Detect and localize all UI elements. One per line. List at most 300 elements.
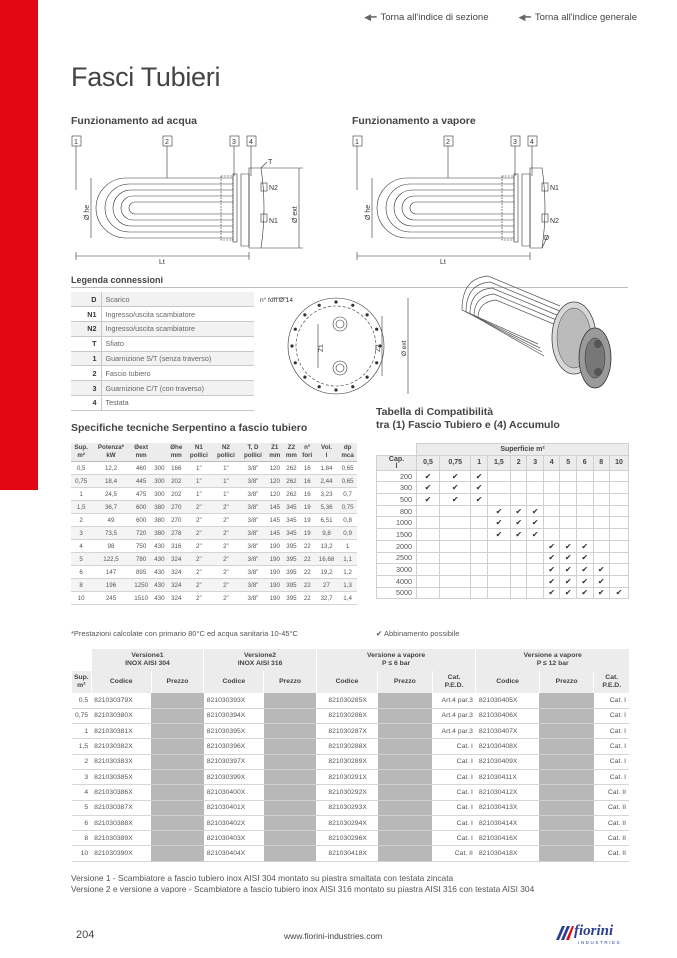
specs-cell: 190	[266, 579, 283, 592]
price-row	[72, 693, 630, 708]
check-icon: ✔	[510, 529, 527, 541]
specs-cell: 324	[167, 553, 185, 566]
price-cat: Cat. I	[594, 708, 629, 723]
specs-cell: 270	[167, 501, 185, 514]
specs-cell: 2"	[212, 540, 239, 553]
price-sup: 5	[72, 800, 92, 815]
compat-empty-cell	[593, 482, 610, 494]
specs-header	[266, 443, 283, 462]
legend-value: Guarnizione S/T (senza traverso)	[101, 351, 254, 366]
specs-cell: 2"	[185, 527, 212, 540]
compat-empty-cell	[543, 529, 560, 541]
specs-header-label: n°	[304, 444, 311, 451]
compat-cap: 800	[377, 505, 417, 517]
check-icon: ✔	[593, 587, 610, 599]
label-1: 1	[74, 139, 78, 146]
water-diagram	[71, 128, 331, 268]
specs-cell: 19	[300, 501, 315, 514]
specs-cell: 278	[167, 527, 185, 540]
compat-empty-cell	[610, 505, 629, 517]
specs-cell: 2"	[185, 514, 212, 527]
price-row	[72, 815, 630, 830]
price-group-header	[476, 649, 629, 671]
compat-empty-cell	[593, 505, 610, 517]
specs-cell: 3/8"	[239, 514, 266, 527]
specs-row	[71, 462, 357, 475]
check-icon: ✔	[593, 575, 610, 587]
price-code: 821030408X	[476, 739, 539, 754]
water-diagram-title: Funzionamento ad acqua	[71, 115, 198, 127]
specs-cell: 395	[283, 540, 300, 553]
bolt-hole	[334, 300, 337, 303]
specs-cell: 262	[283, 488, 300, 501]
specs-cell: 16	[300, 488, 315, 501]
price-cell	[539, 800, 594, 815]
price-sup: 4	[72, 785, 92, 800]
check-icon: ✔	[593, 564, 610, 576]
specs-cell: 430	[152, 579, 168, 592]
specs-header-label: dp	[343, 444, 352, 451]
compat-col-header: 3	[527, 455, 544, 470]
compat-empty-cell	[487, 482, 510, 494]
check-icon: ✔	[487, 529, 510, 541]
check-icon: ✔	[510, 517, 527, 529]
compat-empty-cell	[510, 470, 527, 482]
price-row	[72, 708, 630, 723]
price-group-title: Versione a vapore	[367, 651, 426, 659]
codice-header: Codice	[476, 671, 539, 693]
specs-cell: 395	[283, 579, 300, 592]
label-ohe: Ø he	[365, 204, 372, 220]
label-Lt: Lt	[440, 259, 446, 266]
section-index-link[interactable]: ◀━ Torna all'indice di sezione	[364, 12, 489, 23]
compat-empty-cell	[560, 494, 577, 506]
bolt-hole	[290, 344, 293, 347]
specs-cell: 2,44	[315, 475, 338, 488]
price-code: 821030388X	[91, 815, 151, 830]
price-group-header	[204, 649, 317, 671]
price-cell	[264, 769, 316, 784]
specs-cell: 3/8"	[239, 475, 266, 488]
specs-cell: 145	[266, 514, 283, 527]
price-cat: Cat. I	[594, 769, 629, 784]
price-cell	[539, 846, 594, 861]
price-cell	[539, 693, 594, 708]
price-cat: Art.4 par.3	[432, 693, 476, 708]
compat-empty-cell	[440, 564, 471, 576]
compat-empty-cell	[576, 470, 593, 482]
website-link[interactable]: www.fiorini-industries.com	[284, 931, 383, 941]
specs-cell: 22	[300, 566, 315, 579]
compat-empty-cell	[440, 587, 471, 599]
specs-cell: 262	[283, 462, 300, 475]
price-cat: Cat. II	[594, 846, 629, 861]
price-cell	[264, 693, 316, 708]
specs-header	[91, 443, 131, 462]
price-sup: 0,75	[72, 708, 92, 723]
specs-cell: 1250	[131, 579, 152, 592]
specs-cell: 445	[131, 475, 152, 488]
compat-superficie: Superficie m²	[417, 444, 629, 456]
legend-key: 2	[71, 366, 101, 381]
specs-row	[71, 475, 357, 488]
specs-cell: 6,51	[315, 514, 338, 527]
specs-cell: 600	[131, 514, 152, 527]
compat-title-line1: Tabella di Compatibilità	[376, 406, 494, 418]
cat-sub: P.E.D.	[444, 682, 464, 689]
price-cell	[264, 815, 316, 830]
compat-empty-cell	[560, 517, 577, 529]
price-row	[72, 769, 630, 784]
specs-cell: 22	[300, 592, 315, 605]
label-oext: Ø ext	[401, 340, 408, 356]
legend-key: 3	[71, 381, 101, 396]
compat-empty-cell	[417, 587, 440, 599]
legend-value: Guarnizione C/T (con traverso)	[101, 381, 254, 396]
specs-cell: 245	[91, 592, 131, 605]
compat-col-header: 0,5	[417, 455, 440, 470]
price-code: 821030291X	[316, 769, 377, 784]
price-cat: Cat. I	[594, 739, 629, 754]
specs-header	[283, 443, 300, 462]
legend-key: D	[71, 292, 101, 307]
legend-key: 4	[71, 396, 101, 411]
specs-cell: 122,5	[91, 553, 131, 566]
check-icon: ✔	[576, 575, 593, 587]
specs-header-unit: m²	[77, 452, 85, 459]
price-row	[72, 846, 630, 861]
price-cat: Cat. I	[432, 800, 476, 815]
logo-subtitle: INDUSTRIES	[578, 940, 622, 945]
price-cell	[151, 846, 203, 861]
legend-value: Fascio tubiero	[101, 366, 254, 381]
specs-cell: 2"	[212, 514, 239, 527]
compat-cap: 500	[377, 494, 417, 506]
specs-cell: 1,84	[315, 462, 338, 475]
specs-header	[239, 443, 266, 462]
price-code: 821030294X	[316, 815, 377, 830]
label-D: D	[544, 235, 550, 242]
compat-row	[377, 482, 629, 494]
price-cell	[378, 739, 433, 754]
bolt-hole	[303, 313, 306, 316]
specs-header-unit: mca	[341, 452, 354, 459]
bolt-hole	[294, 361, 297, 364]
price-code: 821030390X	[91, 846, 151, 861]
specs-cell: 0,65	[338, 462, 357, 475]
price-corner	[72, 649, 92, 671]
logo-wordmark: fiorini	[574, 923, 614, 939]
specs-cell: 2	[71, 514, 91, 527]
compat-empty-cell	[487, 564, 510, 576]
compat-empty-cell	[543, 505, 560, 517]
price-code: 821030296X	[316, 831, 377, 846]
price-cat: Cat. I	[594, 693, 629, 708]
compat-empty-cell	[610, 552, 629, 564]
codice-header: Codice	[91, 671, 151, 693]
legend-value: Testata	[101, 396, 254, 411]
page-title: Fasci Tubieri	[71, 62, 221, 92]
price-code: 821030289X	[316, 754, 377, 769]
check-icon: ✔	[543, 587, 560, 599]
specs-cell: 1"	[185, 475, 212, 488]
price-cat: Cat. I	[594, 754, 629, 769]
version-note-1: Versione 1 - Scambiatore a fascio tubiero inox AISI 304 montato su piastra smaltata con testata zincata	[71, 873, 454, 883]
price-cell	[264, 831, 316, 846]
price-code: 821030389X	[91, 831, 151, 846]
compat-title-line2: tra (1) Fascio Tubiero e (4) Accumulo	[376, 419, 560, 431]
compat-empty-cell	[440, 505, 471, 517]
price-code: 821030401X	[204, 800, 264, 815]
compat-empty-cell	[487, 470, 510, 482]
specs-cell: 1"	[185, 488, 212, 501]
compat-empty-cell	[576, 482, 593, 494]
price-sup: 10	[72, 846, 92, 861]
compat-row	[377, 552, 629, 564]
specs-header-unit: mm	[285, 452, 297, 459]
specs-cell: 196	[91, 579, 131, 592]
general-index-link[interactable]: ◀━ Torna all'indice generale	[518, 12, 637, 23]
price-cell	[151, 769, 203, 784]
compat-corner	[377, 444, 417, 456]
cat-label: Cat.	[447, 673, 461, 681]
price-cell	[151, 724, 203, 739]
compat-table	[376, 443, 629, 599]
price-code: 821030407X	[476, 724, 539, 739]
price-cat: Cat. I	[432, 769, 476, 784]
price-cell	[151, 693, 203, 708]
price-code: 821030404X	[204, 846, 264, 861]
price-code: 821030413X	[476, 800, 539, 815]
compat-col-header: 5	[560, 455, 577, 470]
specs-cell: 2"	[185, 579, 212, 592]
price-sup: 1	[72, 724, 92, 739]
bolt-hole	[366, 313, 369, 316]
compat-empty-cell	[471, 505, 488, 517]
compat-note: ✔ Abbinamento possibile	[376, 629, 460, 638]
price-group-header	[316, 649, 476, 671]
specs-header	[300, 443, 315, 462]
specs-cell: 1"	[212, 475, 239, 488]
compat-empty-cell	[487, 587, 510, 599]
bolt-hole	[318, 304, 321, 307]
compat-row	[377, 529, 629, 541]
specs-header	[131, 443, 152, 462]
specs-row	[71, 579, 357, 592]
price-code: 821030382X	[91, 739, 151, 754]
price-cat: Art.4 par.3	[432, 724, 476, 739]
label-2: 2	[446, 139, 450, 146]
check-icon: ✔	[576, 540, 593, 552]
specs-cell: 19,2	[315, 566, 338, 579]
specs-header-label: Z2	[287, 444, 296, 451]
price-group-title: Versione2	[243, 651, 277, 659]
specs-cell: 32,7	[315, 592, 338, 605]
specs-cell: 6	[71, 566, 91, 579]
compat-empty-cell	[510, 552, 527, 564]
check-icon: ✔	[543, 564, 560, 576]
price-code: 821030385X	[91, 769, 151, 784]
check-icon: ✔	[417, 482, 440, 494]
price-row	[72, 831, 630, 846]
price-row	[72, 739, 630, 754]
compat-cap: 3000	[377, 564, 417, 576]
legend-key: 1	[71, 351, 101, 366]
label-nfori: n° fori Ø 14	[260, 297, 293, 304]
price-code: 821030400X	[204, 785, 264, 800]
check-icon: ✔	[560, 552, 577, 564]
specs-cell: 2"	[185, 553, 212, 566]
price-code: 821030402X	[204, 815, 264, 830]
compat-empty-cell	[593, 517, 610, 529]
compat-empty-cell	[471, 587, 488, 599]
specs-header	[167, 443, 185, 462]
compat-empty-cell	[543, 482, 560, 494]
compat-empty-cell	[527, 552, 544, 564]
price-cell	[539, 769, 594, 784]
price-group-subtitle: INOX AISI 316	[237, 660, 283, 667]
compat-empty-cell	[440, 552, 471, 564]
compat-col-header: 8	[593, 455, 610, 470]
price-code: 821030286X	[316, 708, 377, 723]
legend-value: Ingresso/uscita scambiatore	[101, 307, 254, 322]
specs-cell: 0,75	[338, 501, 357, 514]
specs-cell: 2"	[185, 540, 212, 553]
specs-title: Specifiche tecniche Serpentino a fascio tubiero	[71, 422, 308, 434]
compat-cap: 1500	[377, 529, 417, 541]
specs-cell: 3/8"	[239, 579, 266, 592]
prezzo-header: Prezzo	[378, 671, 433, 693]
price-cat: Cat. I	[594, 724, 629, 739]
check-icon: ✔	[576, 564, 593, 576]
legend-row	[71, 381, 254, 396]
specs-header-unit: l	[325, 452, 328, 459]
specs-cell: 300	[152, 488, 168, 501]
legend-row	[71, 366, 254, 381]
compat-empty-cell	[543, 470, 560, 482]
specs-cell: 4	[71, 540, 91, 553]
price-cell	[539, 708, 594, 723]
specs-cell: 8	[71, 579, 91, 592]
compat-empty-cell	[527, 494, 544, 506]
compat-empty-cell	[610, 529, 629, 541]
compat-empty-cell	[593, 552, 610, 564]
specs-cell: 24,5	[91, 488, 131, 501]
specs-cell: 120	[266, 488, 283, 501]
label-4: 4	[530, 139, 534, 146]
version-notes	[71, 873, 534, 895]
specs-row	[71, 566, 357, 579]
price-cat: Cat. II	[594, 831, 629, 846]
price-cell	[539, 739, 594, 754]
check-icon: ✔	[510, 505, 527, 517]
prezzo-header: Prezzo	[151, 671, 203, 693]
specs-header-unit: fori	[302, 452, 313, 459]
specs-cell: 10	[71, 592, 91, 605]
price-group-header	[91, 649, 204, 671]
prezzo-header: Prezzo	[264, 671, 316, 693]
top-navigation	[364, 12, 637, 23]
specs-cell: 0,9	[338, 527, 357, 540]
specs-cell: 395	[283, 592, 300, 605]
compat-col-header: 4	[543, 455, 560, 470]
specs-cell: 395	[283, 553, 300, 566]
price-cat: Cat. I	[432, 785, 476, 800]
price-sup: 0,5	[72, 693, 92, 708]
specs-cell: 2"	[185, 566, 212, 579]
specs-cell: 300	[152, 462, 168, 475]
price-row	[72, 800, 630, 815]
specs-cell: 1,2	[338, 566, 357, 579]
price-cell	[264, 739, 316, 754]
price-code: 821030418X	[476, 846, 539, 861]
price-code: 821030287X	[316, 724, 377, 739]
price-cell	[151, 708, 203, 723]
specs-cell: 395	[283, 566, 300, 579]
label-N1: N1	[550, 185, 559, 192]
specs-header-unit: mm	[135, 452, 147, 459]
price-table	[71, 649, 629, 862]
specs-cell: 190	[266, 592, 283, 605]
compat-empty-cell	[471, 517, 488, 529]
specs-cell: 2"	[185, 592, 212, 605]
price-cell	[264, 800, 316, 815]
compat-row	[377, 470, 629, 482]
compat-empty-cell	[576, 517, 593, 529]
price-code: 821030411X	[476, 769, 539, 784]
specs-cell: 2"	[212, 527, 239, 540]
price-cell	[264, 754, 316, 769]
specs-cell: 22	[300, 540, 315, 553]
specs-cell: 49	[91, 514, 131, 527]
specs-cell: 16	[300, 475, 315, 488]
price-group-title: Versione a vapore	[523, 651, 582, 659]
price-group-row	[72, 649, 630, 671]
price-code: 821030397X	[204, 754, 264, 769]
specs-header-unit: mm	[170, 452, 182, 459]
specs-row	[71, 501, 357, 514]
specs-cell: 3/8"	[239, 527, 266, 540]
specs-cell: 145	[266, 527, 283, 540]
legend-value: Scarico	[101, 292, 254, 307]
specs-header	[315, 443, 338, 462]
compat-cap-label: Cap.	[388, 455, 405, 463]
compat-empty-cell	[527, 564, 544, 576]
compat-empty-cell	[471, 552, 488, 564]
specs-header	[338, 443, 357, 462]
compat-empty-cell	[487, 552, 510, 564]
price-sup: 8	[72, 831, 92, 846]
compat-cap: 4000	[377, 575, 417, 587]
compat-empty-cell	[471, 564, 488, 576]
price-sup: 1,5	[72, 739, 92, 754]
specs-cell: 0,7	[338, 488, 357, 501]
specs-cell: 780	[131, 553, 152, 566]
specs-header-unit: mm	[269, 452, 281, 459]
compat-empty-cell	[510, 575, 527, 587]
price-cat: Cat. I	[432, 815, 476, 830]
compat-empty-cell	[593, 470, 610, 482]
compat-empty-cell	[417, 529, 440, 541]
price-row	[72, 724, 630, 739]
specs-cell: 1,1	[338, 553, 357, 566]
compat-empty-cell	[543, 517, 560, 529]
label-N2: N2	[550, 218, 559, 225]
check-icon: ✔	[471, 494, 488, 506]
compat-row	[377, 505, 629, 517]
specs-cell: 3,23	[315, 488, 338, 501]
compat-empty-cell	[610, 575, 629, 587]
